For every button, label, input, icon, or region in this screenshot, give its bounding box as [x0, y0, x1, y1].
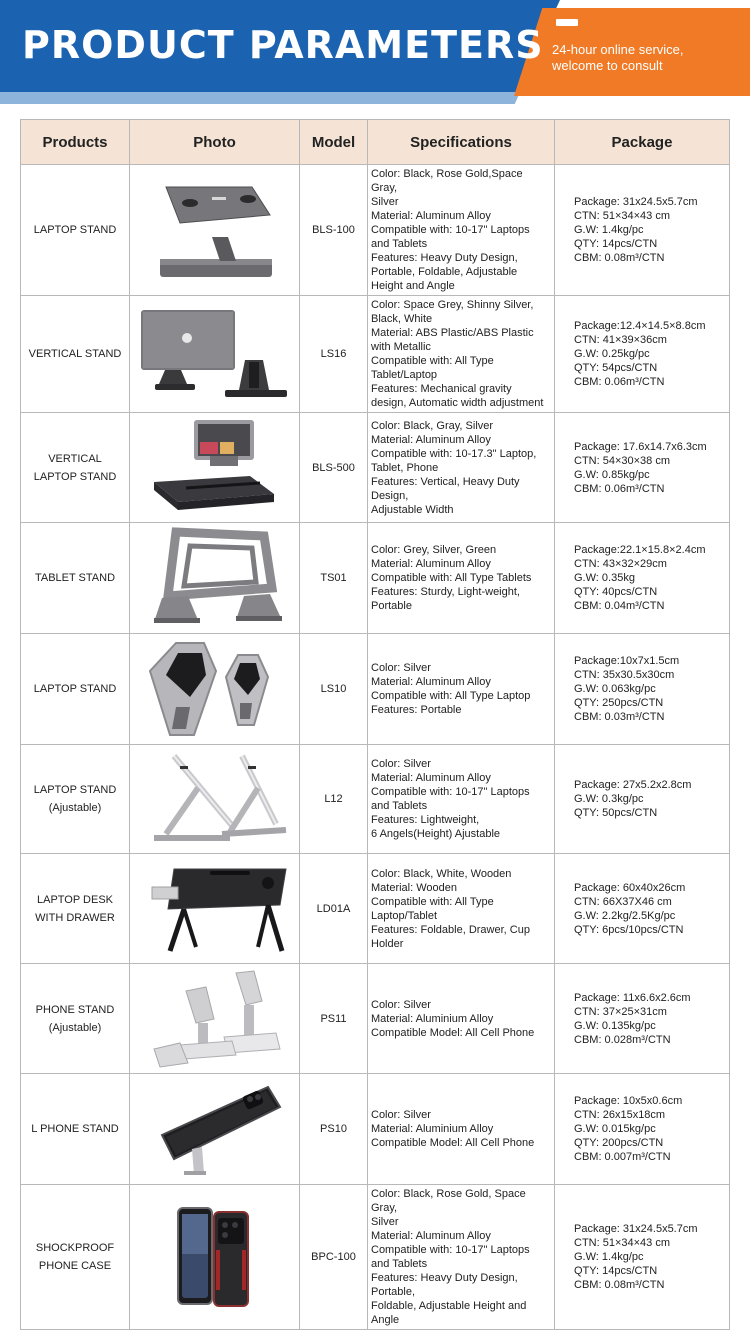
package-info: Package: 10x5x0.6cm CTN: 26x15x18cm G.W: 0.015kg/pc QTY: 200pcs/CTN CBM: 0.007m³/CTN	[555, 1074, 730, 1185]
model-number: BLS-100	[300, 165, 368, 296]
model-number: L12	[300, 745, 368, 854]
l-phone-stand-photo	[130, 1074, 300, 1185]
product-name: LAPTOP STAND (Ajustable)	[21, 745, 130, 854]
specifications: Color: Silver Material: Aluminum Alloy Compatible with: All Type Laptop Features: Portable	[368, 634, 555, 745]
model-number: LS10	[300, 634, 368, 745]
header-model: Model	[300, 120, 368, 165]
product-name: PHONE STAND (Ajustable)	[21, 964, 130, 1074]
header-package: Package	[555, 120, 730, 165]
table-row	[21, 296, 730, 413]
product-name: LAPTOP STAND	[21, 165, 130, 296]
specifications: Color: Silver Material: Aluminum Alloy Compatible with: 10-17" Laptops and Tablets Features: Lightweight, 6 Angels(Height) Ajustable	[368, 745, 555, 854]
page-title: PRODUCT PARAMETERS	[22, 23, 544, 67]
product-name: TABLET STAND	[21, 523, 130, 634]
specifications: Color: Black, Rose Gold, Space Gray, Silver Material: Aluminum Alloy Compatible with: 10-17" Laptops and Tablets Features: Heavy Duty Design, Portable, Foldable, Adjustable Height and Angle	[368, 1185, 555, 1330]
table-row	[21, 964, 730, 1074]
banner	[0, 0, 750, 104]
package-info: Package: 11x6.6x2.6cm CTN: 37×25×31cm G.W: 0.135kg/pc CBM: 0.028m³/CTN	[555, 964, 730, 1074]
package-info: Package: 60x40x26cm CTN: 66X37X46 cm G.W: 2.2kg/2.5Kg/pc QTY: 6pcs/10pcs/CTN	[555, 854, 730, 964]
vertical-stand-photo	[130, 296, 300, 413]
table-row	[21, 745, 730, 854]
header-products: Products	[21, 120, 130, 165]
specifications: Color: Black, White, Wooden Material: Wooden Compatible with: All Type Laptop/Tablet Features: Foldable, Drawer, Cup Holder	[368, 854, 555, 964]
specifications: Color: Silver Material: Aluminium Alloy Compatible Model: All Cell Phone	[368, 964, 555, 1074]
specifications: Color: Space Grey, Shinny Silver, Black, White Material: ABS Plastic/ABS Plastic with Metallic Compatible with: All Type Tablet/Laptop Features: Mechanical gravity design, Automatic width adjustment	[368, 296, 555, 413]
package-info: Package: 31x24.5x5.7cm CTN: 51×34×43 cm G.W: 1.4kg/pc QTY: 14pcs/CTN CBM: 0.08m³/CTN	[555, 165, 730, 296]
table-row	[21, 1185, 730, 1330]
specifications: Color: Grey, Silver, Green Material: Aluminum Alloy Compatible with: All Type Tablets Features: Sturdy, Light-weight, Portable	[368, 523, 555, 634]
package-info: Package:12.4×14.5×8.8cm CTN: 41×39×36cm G.W: 0.25kg/pc QTY: 54pcs/CTN CBM: 0.06m³/CTN	[555, 296, 730, 413]
package-info: Package: 17.6x14.7x6.3cm CTN: 54×30×38 cm G.W: 0.85kg/pc CBM: 0.06m³/CTN	[555, 413, 730, 523]
table-row	[21, 413, 730, 523]
product-name: VERTICAL LAPTOP STAND	[21, 413, 130, 523]
model-number: LD01A	[300, 854, 368, 964]
model-number: BLS-500	[300, 413, 368, 523]
specifications: Color: Black, Gray, Silver Material: Aluminum Alloy Compatible with: 10-17.3" Laptop, Tablet, Phone Features: Vertical, Heavy Duty Design, Adjustable Width	[368, 413, 555, 523]
model-number: PS11	[300, 964, 368, 1074]
banner-orange-accent	[556, 19, 578, 26]
banner-blue-strip	[0, 92, 520, 104]
table-row	[21, 523, 730, 634]
table-row	[21, 854, 730, 964]
package-info: Package: 27x5.2x2.8cm G.W: 0.3kg/pc QTY: 50pcs/CTN	[555, 745, 730, 854]
model-number: PS10	[300, 1074, 368, 1185]
product-name: LAPTOP STAND	[21, 634, 130, 745]
table-row	[21, 634, 730, 745]
phone-stand-photo	[130, 964, 300, 1074]
specifications: Color: Black, Rose Gold,Space Gray, Silver Material: Aluminum Alloy Compatible with: 10-17" Laptops and Tablets Features: Heavy Duty Design, Portable, Foldable, Adjustable Height and Angle	[368, 165, 555, 296]
laptop-desk-photo	[130, 854, 300, 964]
mini-laptop-stand-photo	[130, 634, 300, 745]
vertical-laptop-stand-photo	[130, 413, 300, 523]
tablet-stand-photo	[130, 523, 300, 634]
laptop-stand-photo	[130, 165, 300, 296]
foldable-laptop-stand-photo	[130, 745, 300, 854]
model-number: BPC-100	[300, 1185, 368, 1330]
package-info: Package:22.1×15.8×2.4cm CTN: 43×32×29cm G.W: 0.35kg QTY: 40pcs/CTN CBM: 0.04m³/CTN	[555, 523, 730, 634]
model-number: LS16	[300, 296, 368, 413]
product-name: LAPTOP DESK WITH DRAWER	[21, 854, 130, 964]
specifications: Color: Silver Material: Aluminium Alloy Compatible Model: All Cell Phone	[368, 1074, 555, 1185]
header-photo: Photo	[130, 120, 300, 165]
table-row	[21, 1074, 730, 1185]
product-name: SHOCKPROOF PHONE CASE	[21, 1185, 130, 1330]
product-name: VERTICAL STAND	[21, 296, 130, 413]
package-info: Package: 31x24.5x5.7cm CTN: 51×34×43 cm G.W: 1.4kg/pc QTY: 14pcs/CTN CBM: 0.08m³/CTN	[555, 1185, 730, 1330]
service-text: 24-hour online service, welcome to consult	[552, 42, 684, 73]
product-name: L PHONE STAND	[21, 1074, 130, 1185]
header-specifications: Specifications	[368, 120, 555, 165]
table-row	[21, 165, 730, 296]
table-header-row	[21, 120, 730, 165]
package-info: Package:10x7x1.5cm CTN: 35x30.5x30cm G.W: 0.063kg/pc QTY: 250pcs/CTN CBM: 0.03m³/CTN	[555, 634, 730, 745]
phone-case-photo	[130, 1185, 300, 1330]
model-number: TS01	[300, 523, 368, 634]
product-parameters-table	[20, 119, 730, 1330]
